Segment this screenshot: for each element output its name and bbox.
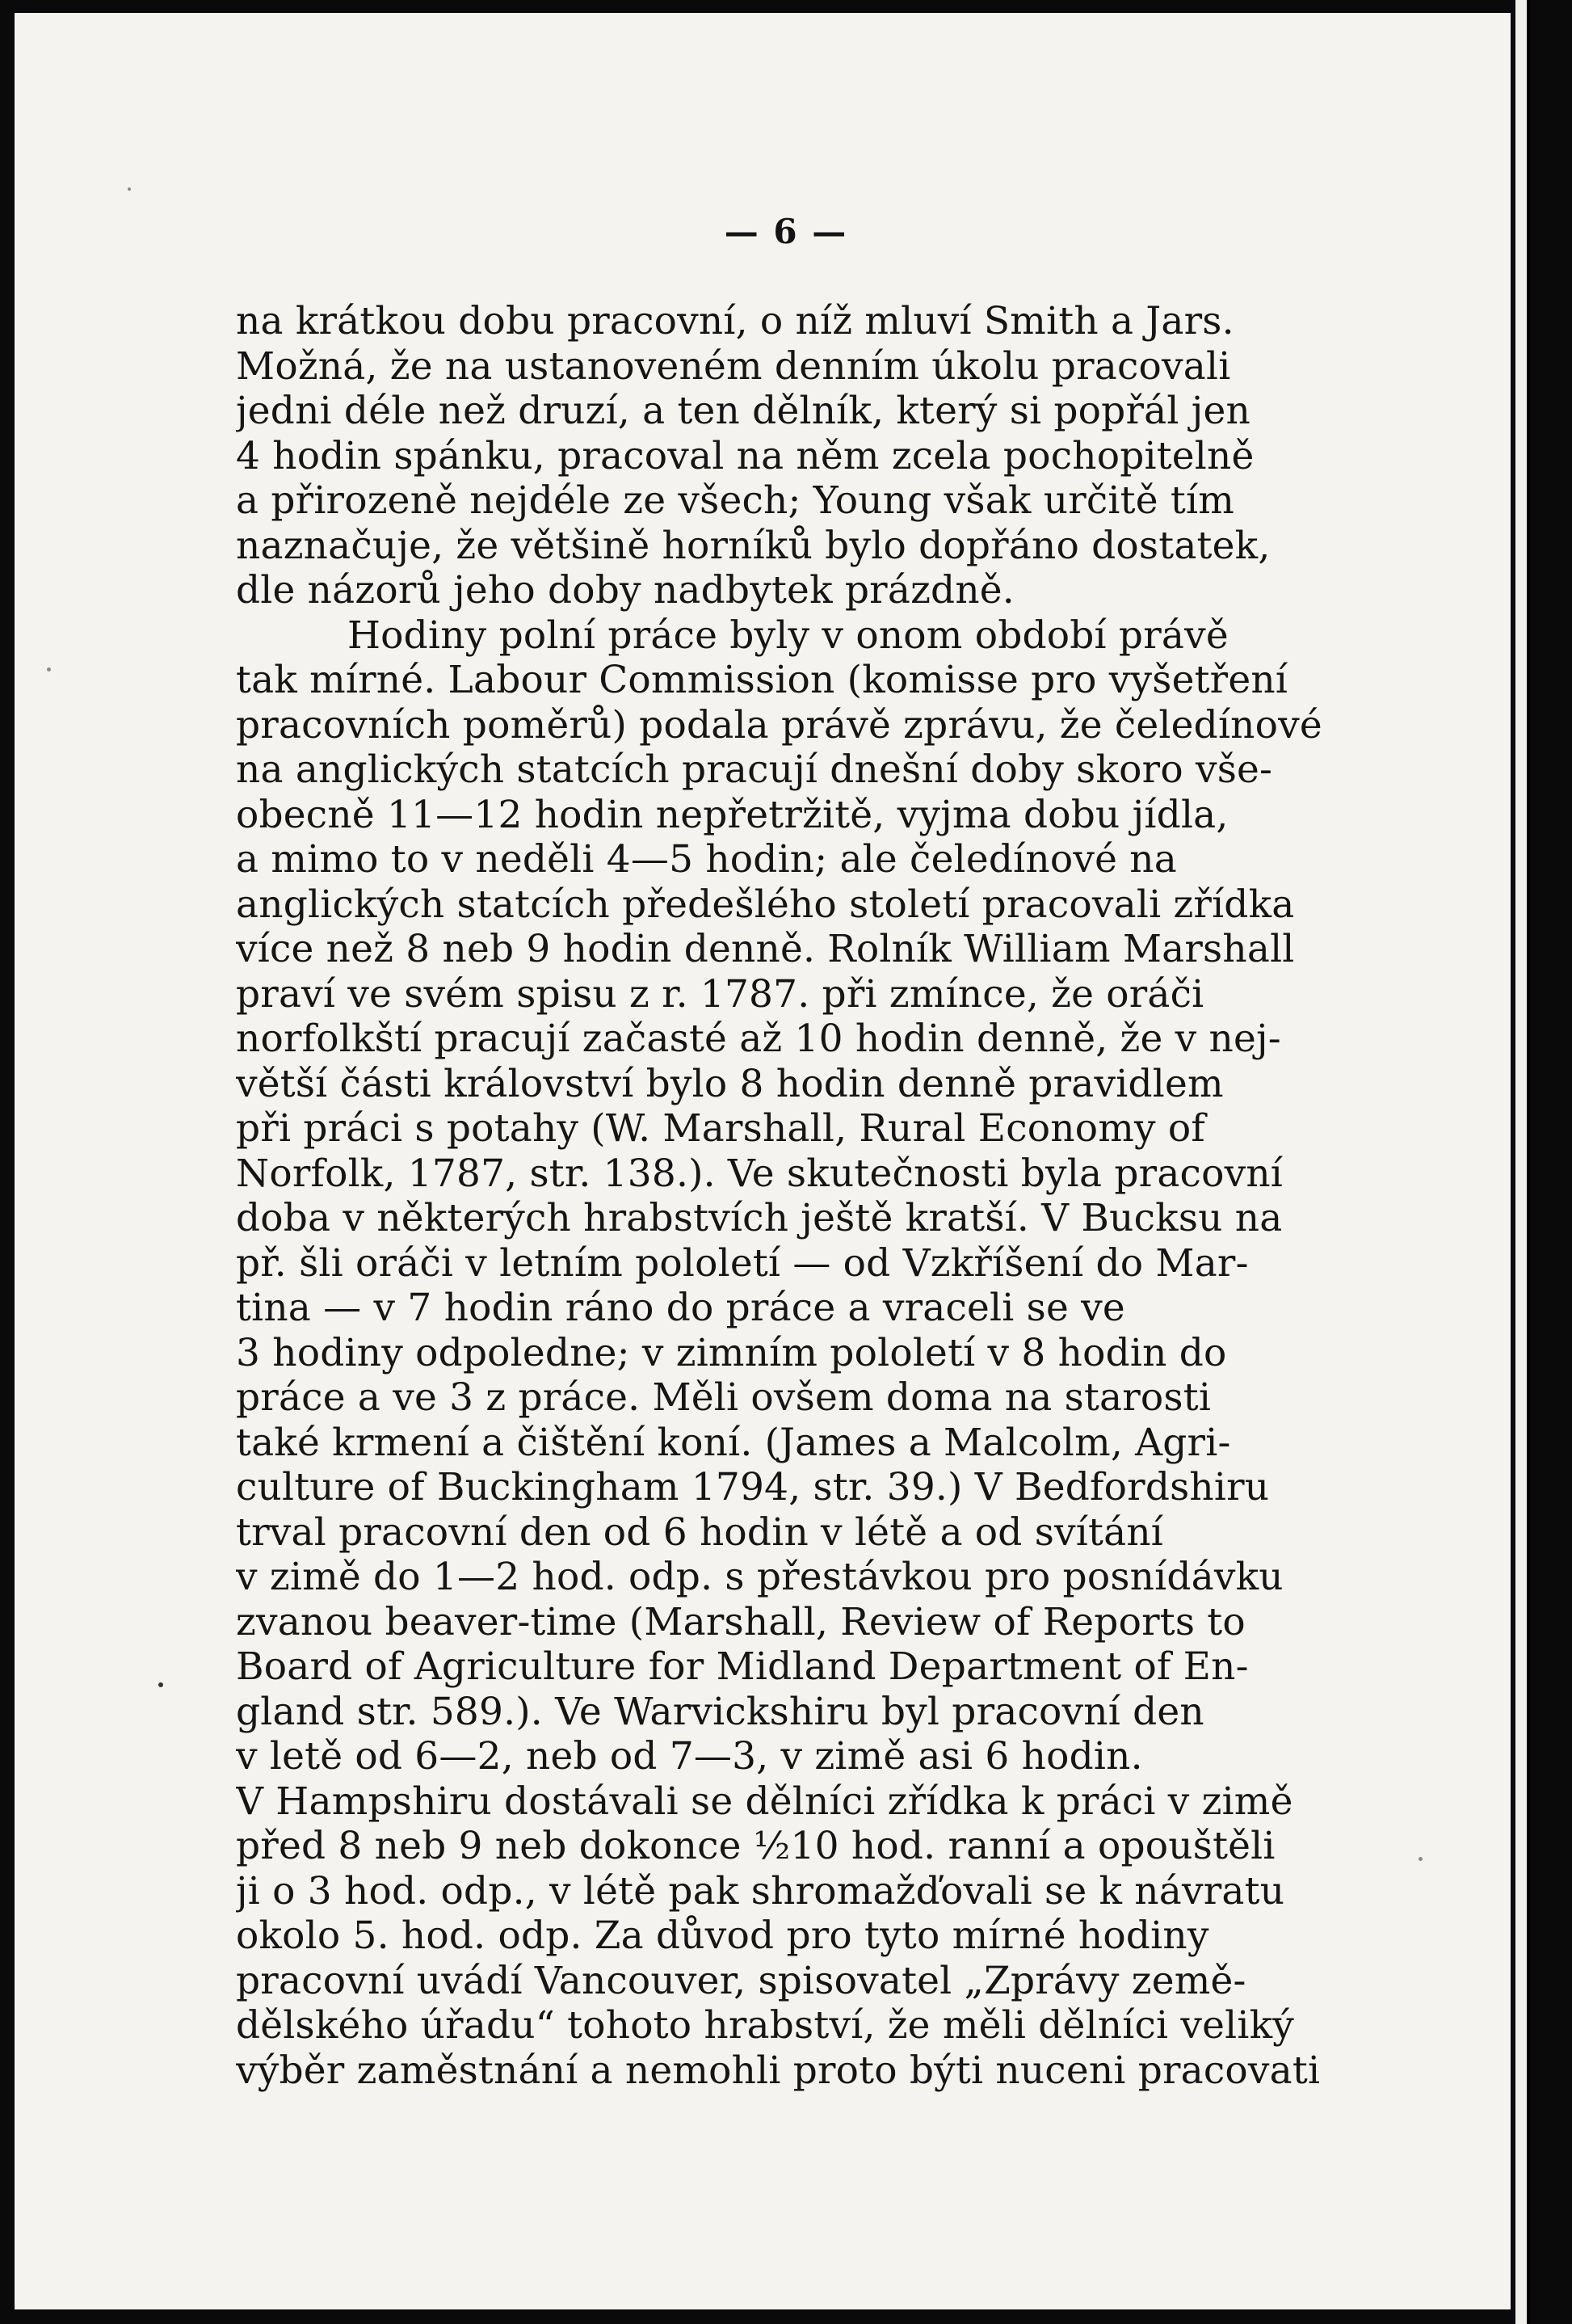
text-line: pracovních poměrů) podala právě zprávu, že čeledínové bbox=[236, 702, 1322, 747]
text-line: pracovní uvádí Vancouver, spisovatel „Zprávy země- bbox=[236, 1958, 1246, 2003]
text-line: gland str. 589.). Ve Warvickshiru byl pracovní den bbox=[236, 1689, 1204, 1734]
text-line: Board of Agriculture for Midland Department of En- bbox=[236, 1644, 1249, 1689]
text-line: jedni déle než druzí, a ten dělník, který si popřál jen bbox=[236, 389, 1250, 433]
text-line: na anglických statcích pracují dnešní doby skoro vše- bbox=[236, 747, 1273, 792]
text-line: ji o 3 hod. odp., v létě pak shromažďovali se k návratu bbox=[236, 1868, 1285, 1914]
print-speck bbox=[128, 187, 131, 191]
text-line: př. šli oráči v letním pololetí — od Vzkříšení do Mar- bbox=[236, 1240, 1249, 1286]
text-line: 3 hodiny odpoledne; v zimním pololetí v 8 hodin do bbox=[236, 1330, 1227, 1375]
text-line: dělského úřadu“ tohoto hrabství, že měli dělníci veliký bbox=[236, 2003, 1295, 2048]
text-line: Norfolk, 1787, str. 138.). Ve skutečnosti byla pracovní bbox=[236, 1151, 1284, 1196]
text-line: zvanou beaver-time (Marshall, Review of Reports to bbox=[236, 1599, 1246, 1644]
text-line: před 8 neb 9 neb dokonce ½10 hod. ranní a opouštěli bbox=[236, 1824, 1276, 1868]
text-line: a mimo to v neděli 4—5 hodin; ale čeledínové na bbox=[236, 837, 1177, 882]
text-line: culture of Buckingham 1794, str. 39.) V Bedfordshiru bbox=[236, 1465, 1270, 1509]
page-edge bbox=[1515, 0, 1527, 2324]
text-line: při práci s potahy (W. Marshall, Rural Economy of bbox=[236, 1106, 1205, 1151]
paragraph-1 bbox=[236, 299, 1344, 613]
text-line: tina — v 7 hodin ráno do práce a vraceli se ve bbox=[236, 1286, 1125, 1330]
text-line: v zimě do 1—2 hod. odp. s přestávkou pro posnídávku bbox=[236, 1555, 1284, 1599]
text-line: více než 8 neb 9 hodin denně. Rolník William Marshall bbox=[236, 927, 1295, 971]
text-line: anglických statcích předešlého století pracovali zřídka bbox=[236, 882, 1295, 927]
text-line: také krmení a čištění koní. (James a Malcolm, Agri- bbox=[236, 1420, 1231, 1465]
text-line: naznačuje, že většině horníků bylo dopřáno dostatek, bbox=[236, 523, 1271, 568]
print-speck bbox=[158, 1682, 163, 1687]
text-line: doba v některých hrabstvích ještě kratší. V Bucksu na bbox=[236, 1196, 1283, 1240]
text-line: 4 hodin spánku, pracoval na něm zcela pochopitelně bbox=[236, 433, 1255, 478]
text-line: a přirozeně nejdéle ze všech; Young však určitě tím bbox=[236, 478, 1234, 523]
text-line: trval pracovní den od 6 hodin v létě a od svítání bbox=[236, 1509, 1164, 1555]
text-line: norfolkští pracují začasté až 10 hodin denně, že v nej- bbox=[236, 1017, 1281, 1061]
text-line: na krátkou dobu pracovní, o níž mluví Smith a Jars. bbox=[236, 299, 1234, 343]
text-line: tak mírné. Labour Commission (komisse pro vyšetření bbox=[236, 658, 1288, 702]
text-line: praví ve svém spisu z r. 1787. při zmínce, že oráči bbox=[236, 971, 1204, 1017]
text-line: v letě od 6—2, neb od 7—3, v zimě asi 6 hodin. bbox=[236, 1734, 1143, 1779]
body-text bbox=[236, 299, 1344, 2093]
text-line: Hodiny polní práce byly v onom období právě bbox=[347, 613, 1229, 658]
text-line: větší části království bylo 8 hodin denně pravidlem bbox=[236, 1061, 1224, 1106]
text-line: V Hampshiru dostávali se dělníci zřídka k práci v zimě bbox=[236, 1779, 1293, 1824]
text-line: výběr zaměstnání a nemohli proto býti nuceni pracovati bbox=[236, 2048, 1321, 2093]
text-line: práce a ve 3 z práce. Měli ovšem doma na starosti bbox=[236, 1375, 1212, 1420]
text-line: obecně 11—12 hodin nepřetržitě, vyjma dobu jídla, bbox=[236, 792, 1229, 837]
text-line: Možná, že na ustanoveném denním úkolu pracovali bbox=[236, 343, 1231, 389]
page-edge-line bbox=[1527, 0, 1530, 2324]
print-speck bbox=[1419, 1857, 1423, 1861]
print-speck bbox=[47, 667, 51, 672]
text-line: dle názorů jeho doby nadbytek prázdně. bbox=[236, 568, 1015, 613]
page-number: — 6 — bbox=[724, 212, 848, 251]
paragraph-2 bbox=[236, 613, 1344, 2094]
text-line: okolo 5. hod. odp. Za důvod pro tyto mírné hodiny bbox=[236, 1914, 1209, 1958]
